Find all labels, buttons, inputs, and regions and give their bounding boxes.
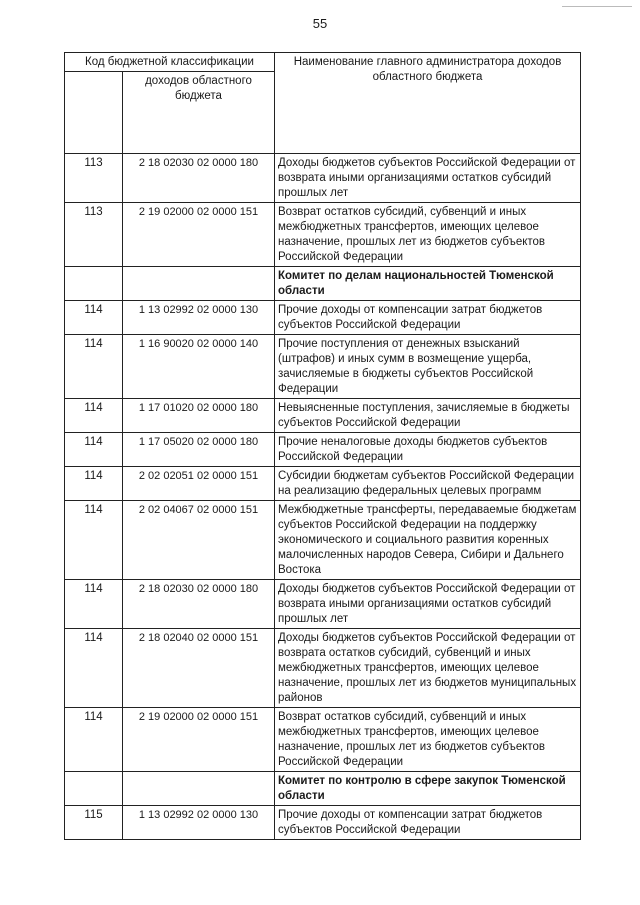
income-name-cell: Субсидии бюджетам субъектов Российской Федерации на реализацию федеральных целевых программ	[275, 467, 581, 501]
income-name-cell: Возврат остатков субсидий, субвенций и иных межбюджетных трансфертов, имеющих целевое назначение, прошлых лет из бюджетов субъектов Российской Федерации	[275, 203, 581, 267]
table-row	[65, 433, 581, 467]
header-kbk-income: доходов областного бюджета	[123, 72, 275, 154]
kbk-code-cell: 1 17 05020 02 0000 180	[123, 433, 275, 467]
admin-code-cell: 114	[65, 335, 123, 399]
admin-code-cell	[65, 772, 123, 806]
table-row	[65, 501, 581, 580]
budget-classification-table	[64, 52, 581, 840]
admin-code-cell: 113	[65, 203, 123, 267]
table-row	[65, 806, 581, 840]
income-name-cell: Прочие доходы от компенсации затрат бюджетов субъектов Российской Федерации	[275, 301, 581, 335]
table-row	[65, 467, 581, 501]
admin-code-cell: 114	[65, 501, 123, 580]
admin-code-cell: 115	[65, 806, 123, 840]
income-name-cell: Доходы бюджетов субъектов Российской Федерации от возврата иными организациями остатков субсидий прошлых лет	[275, 580, 581, 629]
admin-code-cell: 114	[65, 629, 123, 708]
kbk-code-cell	[123, 772, 275, 806]
income-name-cell: Прочие поступления от денежных взысканий (штрафов) и иных сумм в возмещение ущерба, зачисляемые в бюджеты субъектов Российской Федерации	[275, 335, 581, 399]
administrator-group-name-cell: Комитет по контролю в сфере закупок Тюменской области	[275, 772, 581, 806]
kbk-code-cell: 2 18 02040 02 0000 151	[123, 629, 275, 708]
header-admin-code-empty	[65, 72, 123, 154]
table-row	[65, 708, 581, 772]
kbk-code-cell: 2 02 02051 02 0000 151	[123, 467, 275, 501]
admin-code-cell: 114	[65, 467, 123, 501]
table-header-row-top	[65, 53, 581, 72]
kbk-code-cell: 2 19 02000 02 0000 151	[123, 708, 275, 772]
table-row	[65, 629, 581, 708]
admin-code-cell: 113	[65, 154, 123, 203]
page-number: 55	[312, 16, 328, 31]
income-name-cell: Возврат остатков субсидий, субвенций и иных межбюджетных трансфертов, имеющих целевое назначение, прошлых лет из бюджетов субъектов Российской Федерации	[275, 708, 581, 772]
income-name-cell: Прочие неналоговые доходы бюджетов субъектов Российской Федерации	[275, 433, 581, 467]
admin-code-cell: 114	[65, 301, 123, 335]
kbk-code-cell: 2 18 02030 02 0000 180	[123, 580, 275, 629]
admin-code-cell: 114	[65, 580, 123, 629]
admin-code-cell: 114	[65, 708, 123, 772]
kbk-code-cell: 1 13 02992 02 0000 130	[123, 301, 275, 335]
income-name-cell: Невыясненные поступления, зачисляемые в бюджеты субъектов Российской Федерации	[275, 399, 581, 433]
kbk-code-cell: 1 16 90020 02 0000 140	[123, 335, 275, 399]
admin-code-cell: 114	[65, 433, 123, 467]
income-name-cell: Межбюджетные трансферты, передаваемые бюджетам субъектов Российской Федерации на поддержку экономического и социального развития коренных малочисленных народов Севера, Сибири и Дальнего Востока	[275, 501, 581, 580]
table-group-row	[65, 772, 581, 806]
kbk-code-cell: 2 02 04067 02 0000 151	[123, 501, 275, 580]
kbk-code-cell: 1 13 02992 02 0000 130	[123, 806, 275, 840]
kbk-code-cell: 1 17 01020 02 0000 180	[123, 399, 275, 433]
income-name-cell: Прочие доходы от компенсации затрат бюджетов субъектов Российской Федерации	[275, 806, 581, 840]
header-kbk-group: Код бюджетной классификации	[65, 53, 275, 72]
income-name-cell: Доходы бюджетов субъектов Российской Федерации от возврата остатков субсидий, субвенций и иных межбюджетных трансфертов, имеющих целевое назначение, прошлых лет из бюджетов муниципальных районов	[275, 629, 581, 708]
table-body	[65, 53, 581, 840]
header-admin-name: Наименование главного администратора доходов областного бюджета	[275, 53, 581, 154]
income-name-cell: Доходы бюджетов субъектов Российской Федерации от возврата иными организациями остатков субсидий прошлых лет	[275, 154, 581, 203]
kbk-code-cell: 2 18 02030 02 0000 180	[123, 154, 275, 203]
table-row	[65, 301, 581, 335]
scan-edge-mark	[562, 6, 632, 7]
admin-code-cell	[65, 267, 123, 301]
kbk-code-cell	[123, 267, 275, 301]
table-row	[65, 580, 581, 629]
administrator-group-name-cell: Комитет по делам национальностей Тюменской области	[275, 267, 581, 301]
kbk-code-cell: 2 19 02000 02 0000 151	[123, 203, 275, 267]
table-group-row	[65, 267, 581, 301]
table-row	[65, 203, 581, 267]
table-row	[65, 399, 581, 433]
table-row	[65, 154, 581, 203]
table-row	[65, 335, 581, 399]
admin-code-cell: 114	[65, 399, 123, 433]
